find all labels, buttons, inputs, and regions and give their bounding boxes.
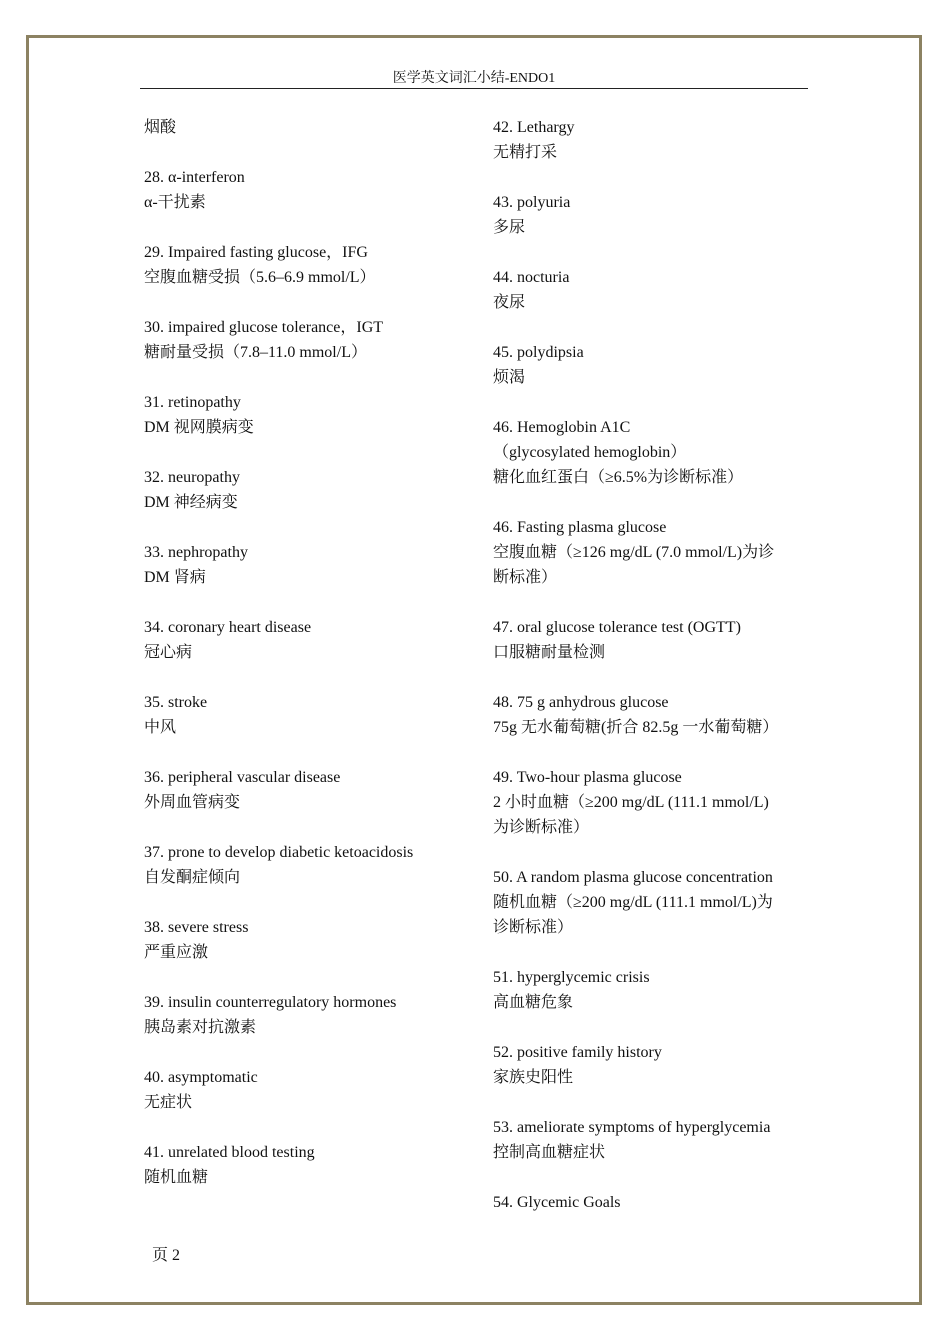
entry-translation: 为诊断标准）	[493, 819, 590, 836]
glossary-entry	[493, 190, 813, 240]
glossary-entry	[493, 1190, 813, 1215]
entry-translation: 家族史阳性	[493, 1069, 574, 1086]
entry-translation: 无精打采	[493, 144, 558, 161]
glossary-entry	[144, 390, 484, 440]
entry-term: 34. coronary heart disease	[144, 619, 312, 636]
entry-translation: 空腹血糖（≥126 mg/dL (7.0 mmol/L)为诊	[493, 544, 775, 561]
entry-term: 40. asymptomatic	[144, 1069, 258, 1086]
glossary-entry	[493, 1040, 813, 1090]
entry-term: 49. Two-hour plasma glucose	[493, 769, 682, 786]
glossary-entry	[144, 315, 484, 365]
entry-term: 46. Fasting plasma glucose	[493, 519, 667, 536]
entry-translation: 冠心病	[144, 644, 193, 661]
glossary-entry	[144, 165, 484, 215]
glossary-entry	[144, 540, 484, 590]
entry-translation: 糖化血红蛋白（≥6.5%为诊断标准）	[493, 469, 744, 486]
entry-translation: 空腹血糖受损（5.6–6.9 mmol/L）	[144, 269, 376, 286]
entry-translation: 2 小时血糖（≥200 mg/dL (111.1 mmol/L)	[493, 794, 769, 811]
glossary-entry	[144, 240, 484, 290]
entry-term: 50. A random plasma glucose concentration	[493, 869, 773, 886]
glossary-entry	[493, 765, 813, 840]
entry-translation: （glycosylated hemoglobin）	[493, 444, 687, 461]
entry-term: 39. insulin counterregulatory hormones	[144, 994, 397, 1011]
glossary-entry	[493, 690, 813, 740]
entry-term: 48. 75 g anhydrous glucose	[493, 694, 669, 711]
header-divider	[140, 88, 808, 89]
page-number: 页 2	[152, 1247, 181, 1264]
entry-term: 28. α-interferon	[144, 169, 245, 186]
entry-translation: 高血糖危象	[493, 994, 574, 1011]
glossary-entry	[144, 915, 484, 965]
entry-translation: 严重应激	[144, 944, 209, 961]
entry-term: 35. stroke	[144, 694, 208, 711]
entry-translation: DM 肾病	[144, 569, 206, 586]
entry-translation: 随机血糖（≥200 mg/dL (111.1 mmol/L)为	[493, 894, 773, 911]
entry-term: 36. peripheral vascular disease	[144, 769, 341, 786]
entry-translation: 外周血管病变	[144, 794, 241, 811]
page-header-title: 医学英文词汇小结-ENDO1	[392, 71, 556, 86]
entry-translation: 烦渴	[493, 369, 526, 386]
entry-term: 45. polydipsia	[493, 344, 584, 361]
entry-translation: 诊断标准）	[493, 919, 574, 936]
left-column	[144, 115, 484, 1215]
entry-term: 51. hyperglycemic crisis	[493, 969, 650, 986]
glossary-entry	[493, 1115, 813, 1165]
entry-term: 53. ameliorate symptoms of hyperglycemia	[493, 1119, 771, 1136]
glossary-entry	[493, 340, 813, 390]
entry-translation: 口服糖耐量检测	[493, 644, 606, 661]
glossary-entry	[493, 265, 813, 315]
entry-term: 31. retinopathy	[144, 394, 241, 411]
entry-translation: 中风	[144, 719, 177, 736]
entry-translation: 糖耐量受损（7.8–11.0 mmol/L）	[144, 344, 367, 361]
entry-term: 30. impaired glucose tolerance，IGT	[144, 319, 384, 336]
right-column	[493, 115, 813, 1240]
entry-term: 37. prone to develop diabetic ketoacidosis	[144, 844, 414, 861]
entry-term: 43. polyuria	[493, 194, 571, 211]
entry-term: 烟酸	[144, 119, 177, 136]
entry-term: 46. Hemoglobin A1C	[493, 419, 631, 436]
entry-translation: α-干扰素	[144, 194, 206, 211]
entry-translation: 断标准）	[493, 569, 558, 586]
entry-term: 47. oral glucose tolerance test (OGTT)	[493, 619, 741, 636]
entry-term: 42. Lethargy	[493, 119, 575, 136]
glossary-entry	[144, 615, 484, 665]
glossary-entry	[144, 1065, 484, 1115]
glossary-entry	[144, 990, 484, 1040]
entry-translation: DM 神经病变	[144, 494, 238, 511]
glossary-entry	[144, 465, 484, 515]
entry-term: 44. nocturia	[493, 269, 570, 286]
glossary-entry	[144, 690, 484, 740]
entry-translation: 胰岛素对抗激素	[144, 1019, 257, 1036]
entry-translation: 无症状	[144, 1094, 193, 1111]
entry-term: 52. positive family history	[493, 1044, 662, 1061]
entry-translation: 随机血糖	[144, 1169, 209, 1186]
entry-translation: 夜尿	[493, 294, 526, 311]
entry-translation: DM 视网膜病变	[144, 419, 254, 436]
glossary-entry	[493, 515, 813, 590]
entry-term: 32. neuropathy	[144, 469, 240, 486]
entry-term: 54. Glycemic Goals	[493, 1194, 621, 1211]
entry-translation: 75g 无水葡萄糖(折合 82.5g 一水葡萄糖）	[493, 719, 779, 736]
entry-translation: 多尿	[493, 219, 526, 236]
glossary-entry	[493, 115, 813, 165]
glossary-entry	[493, 415, 813, 490]
entry-term: 38. severe stress	[144, 919, 249, 936]
entry-translation: 自发酮症倾向	[144, 869, 241, 886]
glossary-entry	[144, 840, 484, 890]
entry-term: 29. Impaired fasting glucose，IFG	[144, 244, 368, 261]
glossary-entry	[493, 965, 813, 1015]
glossary-entry	[144, 1140, 484, 1190]
entry-term: 41. unrelated blood testing	[144, 1144, 315, 1161]
entry-translation: 控制高血糖症状	[493, 1144, 606, 1161]
glossary-entry	[493, 615, 813, 665]
glossary-entry	[493, 865, 813, 940]
entry-term: 33. nephropathy	[144, 544, 248, 561]
glossary-entry	[144, 115, 484, 140]
glossary-entry	[144, 765, 484, 815]
